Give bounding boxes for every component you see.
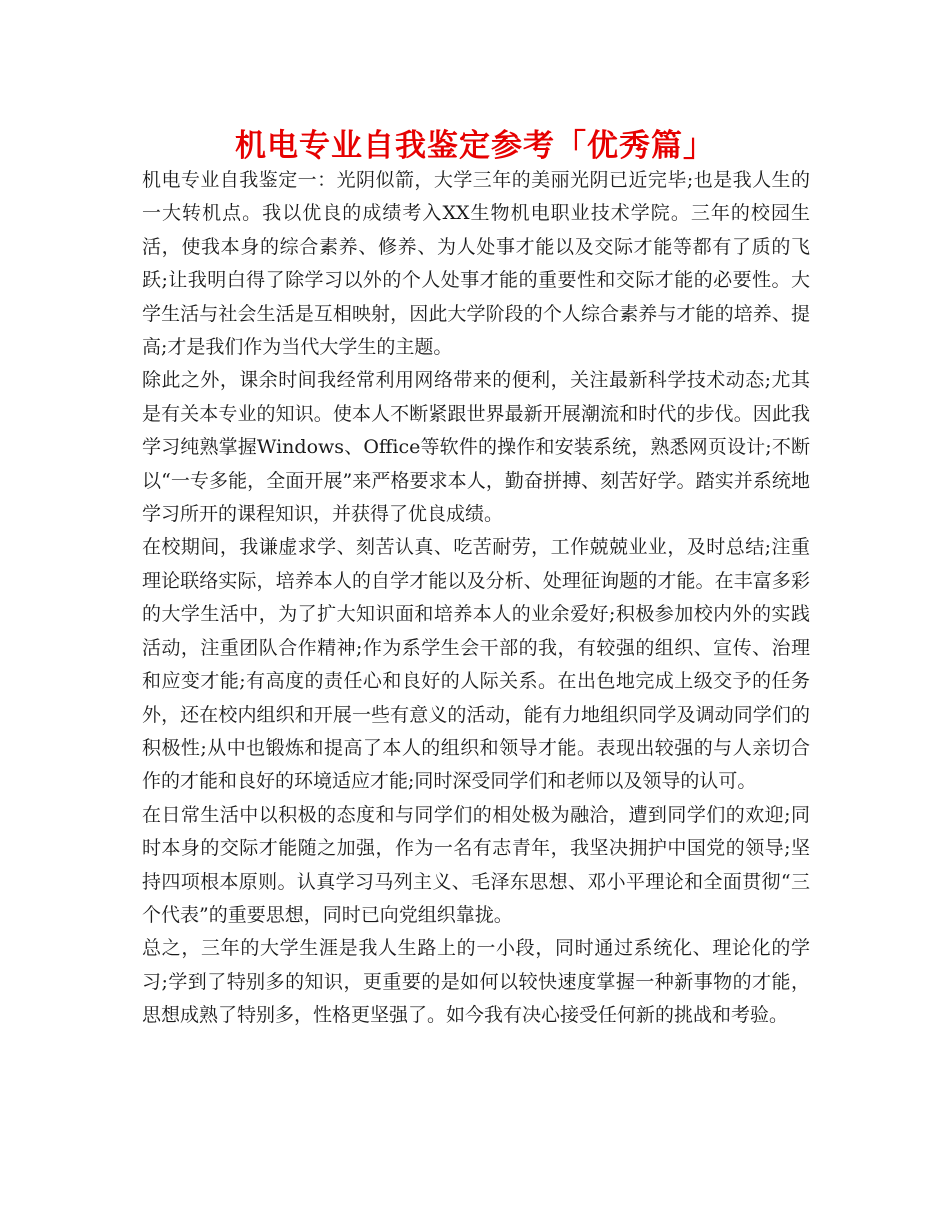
paragraph-2: 除此之外，课余时间我经常利用网络带来的便利，关注最新科学技术动态;尤其是有关本专业的知识。使本人不断紧跟世界最新开展潮流和时代的步伐。因此我学习纯熟掌握Windows、Office等软件的操作和安装系统，熟悉网页设计;不断以“一专多能，全面开展”来严格要求本人，勤奋拼搏、刻苦好学。踏实并系统地学习所开的课程知识，并获得了优良成绩。 — [142, 369, 810, 526]
paragraph-5: 总之，三年的大学生涯是我人生路上的一小段，同时通过系统化、理论化的学习;学到了特别多的知识，更重要的是如何以较快速度掌握一种新事物的才能，思想成熟了特别多，性格更坚强了。如今我有决心接受任何新的挑战和考验。 — [142, 937, 810, 1027]
paragraph-3: 在校期间，我谦虚求学、刻苦认真、吃苦耐劳，工作兢兢业业，及时总结;注重理论联络实际，培养本人的自学才能以及分析、处理征询题的才能。在丰富多彩的大学生活中，为了扩大知识面和培养本人的业余爱好;积极参加校内外的实践活动，注重团队合作精神;作为系学生会干部的我，有较强的组织、宣传、治理和应变才能;有高度的责任心和良好的人际关系。在出色地完成上级交予的任务外，还在校内组织和开展一些有意义的活动，能有力地组织同学及调动同学们的积极性;从中也锻炼和提高了本人的组织和领导才能。表现出较强的与人亲切合作的才能和良好的环境适应才能;同时深受同学们和老师以及领导的认可。 — [142, 536, 810, 793]
document-body — [142, 164, 810, 1033]
document-title: 机电专业自我鉴定参考「优秀篇」 — [235, 128, 715, 164]
paragraph-4: 在日常生活中以积极的态度和与同学们的相处极为融洽，遭到同学们的欢迎;同时本身的交际才能随之加强，作为一名有志青年，我坚决拥护中国党的领导;坚持四项根本原则。认真学习马列主义、毛泽东思想、邓小平理论和全面贯彻“三个代表”的重要思想，同时已向党组织靠拢。 — [142, 803, 810, 926]
paragraph-1: 机电专业自我鉴定一：光阴似箭，大学三年的美丽光阴已近完毕;也是我人生的一大转机点。我以优良的成绩考入XX生物机电职业技术学院。三年的校园生活，使我本身的综合素养、修养、为人处事才能以及交际才能等都有了质的飞跃;让我明白得了除学习以外的个人处事才能的重要性和交际才能的必要性。大学生活与社会生活是互相映射，因此大学阶段的个人综合素养与才能的培养、提高;才是我们作为当代大学生的主题。 — [142, 169, 810, 359]
